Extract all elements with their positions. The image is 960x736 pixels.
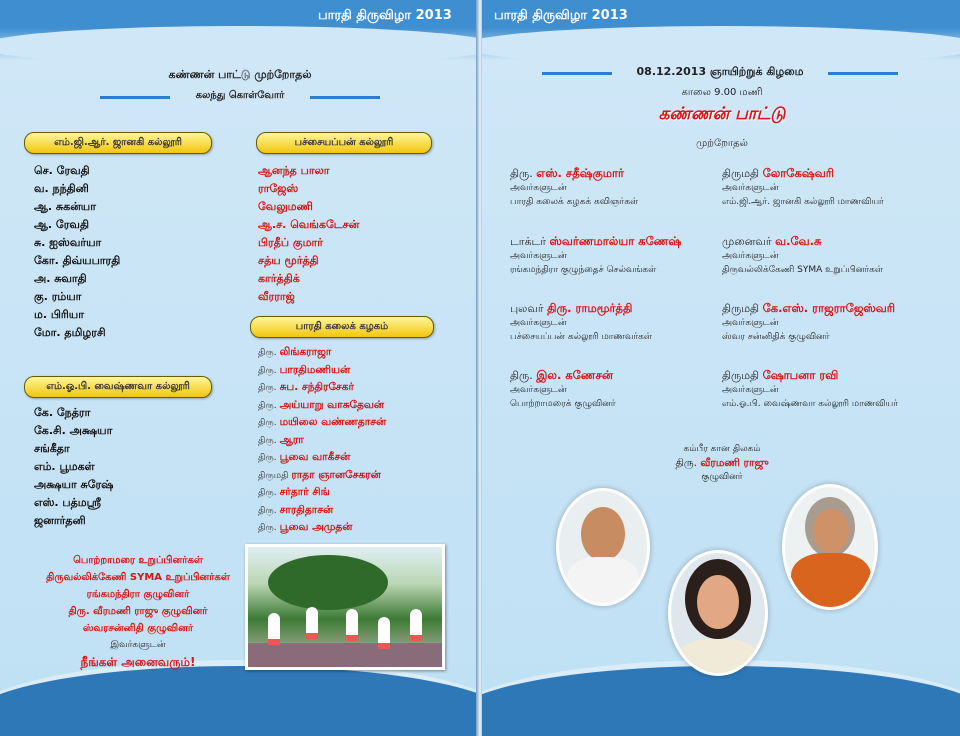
top-wave-decoration <box>482 26 960 66</box>
member: ஆனந்த பாலா <box>258 164 330 177</box>
footer-line: திருவல்லிக்கேணி SYMA உறுப்பினர்கள் <box>46 572 230 583</box>
member: வேலுமணி <box>258 200 313 213</box>
member: எம். பூமகள் <box>34 460 95 473</box>
portrait-photo <box>668 550 768 676</box>
event-title: கண்ணன் பாட்டு <box>658 104 786 124</box>
performer-block: டாக்டர் ஸ்வர்ணமால்யா கணேஷ் அவர்களுடன் ரங்கமந்திரா குழுந்தைச் செல்வங்கள் <box>510 234 682 275</box>
performer-block: திருமதி ஷோபனா ரவி அவர்களுடன் எம்.ஓ.பி. வைஷ்ணவா கல்லூரி மாணவியர் <box>722 368 898 409</box>
member: திருமதி ராதா ஞானசேகரன் <box>258 468 381 481</box>
portrait-photo <box>782 484 878 610</box>
member: சங்கீதா <box>34 442 70 455</box>
member: ஜனார்தனி <box>34 514 86 527</box>
top-wave-decoration <box>0 26 478 66</box>
portrait-face <box>697 575 739 629</box>
portrait-photo <box>556 488 650 606</box>
footer-line: பொற்றாமரை உறுப்பினர்கள் <box>73 555 203 566</box>
left-heading: கண்ணன் பாட்டு முற்றோதல் <box>168 68 312 81</box>
dancer-figure <box>410 609 422 641</box>
dancer-figure <box>378 617 390 649</box>
closing-title: திரு. <box>675 457 697 469</box>
footer-all: நீங்கள் அனைவரும்! <box>80 655 196 669</box>
member: அக்ஷயா சுரேஷ் <box>34 478 114 491</box>
member: கோ. திவ்யபாரதி <box>34 254 121 267</box>
portrait-dress <box>679 639 757 676</box>
closing-group: குழுவினர் <box>701 472 743 482</box>
dancer-figure <box>346 609 358 641</box>
member: ஆ. ரேவதி <box>34 218 89 231</box>
performer-block: திரு. எஸ். சதீஷ்குமார் அவர்களுடன் பாரதி கலைக் கழகக் கவிஞர்கள் <box>510 166 639 207</box>
left-subheading: கலந்து கொள்வோர் <box>195 90 285 101</box>
dance-photo <box>245 544 445 670</box>
member: எஸ். பத்மஸ்ரீ <box>34 496 101 509</box>
member: கார்த்திக் <box>258 272 300 285</box>
member: திரு. ஆரா <box>258 433 304 446</box>
group2-label: எம்.ஓ.பி. வைஷ்ணவா கல்லூரி <box>24 376 212 398</box>
divider-right <box>310 96 380 99</box>
portrait-face <box>813 509 849 553</box>
group2-list <box>34 404 114 530</box>
member: ஆ. சுகன்யா <box>34 200 96 213</box>
closing-honor: கம்பீர கான திலகம் <box>683 444 761 454</box>
member: திரு. பூவை அமுதன் <box>258 521 353 533</box>
member: திரு. சர்தார் சிங் <box>258 486 330 498</box>
performer-block: திருமதி கே.எஸ். ராஜராஜேஸ்வரி அவர்களுடன் ஸ்வர சன்னிதிக் குழுவினர் <box>722 301 896 342</box>
member: கே.சி. அக்ஷயா <box>34 424 113 437</box>
member: ராஜேஸ் <box>258 182 299 195</box>
closing-credit <box>602 442 842 484</box>
performer-block: முனைவர் வ.வே.சு அவர்களுடன் திருவல்லிக்கேணி SYMA உறுப்பினர்கள் <box>722 234 884 275</box>
event-time: காலை 9.00 மணி <box>681 87 763 98</box>
member: பிரதீப் குமார் <box>258 236 323 249</box>
tree-canopy <box>268 555 388 610</box>
member: ம. பிரியா <box>34 308 84 321</box>
member: திரு. பாரதிமணியன் <box>258 363 351 376</box>
footer-line: திரு. வீரமணி ராஜு குழுவினர் <box>68 606 208 617</box>
member: திரு. அய்யாறு வாசுதேவன் <box>258 398 385 411</box>
group3-label: பச்சையப்பன் கல்லூரி <box>256 132 432 154</box>
left-page <box>0 0 478 736</box>
member: சு. ஐஸ்வர்யா <box>34 236 102 249</box>
group3-list <box>258 162 359 306</box>
member: கு. ரம்யா <box>34 290 82 303</box>
group4-label: பாரதி கலைக் கழகம் <box>250 316 434 338</box>
member: திரு. லிங்கராஜா <box>258 346 332 358</box>
portrait-kurta <box>791 553 871 609</box>
member: சத்ய மூர்த்தி <box>258 254 319 267</box>
closing-name: வீரமணி ராஜு <box>700 457 769 469</box>
performer-block: திரு. இல. கணேசன் அவர்களுடன் பொற்றாமரைக் குழுவினர் <box>510 368 616 409</box>
right-header-title: பாரதி திருவிழா 2013 <box>494 8 628 23</box>
member: கே. நேத்ரா <box>34 406 91 419</box>
footer-with: இவர்களுடன் <box>110 640 166 650</box>
left-header-title: பாரதி திருவிழா 2013 <box>318 8 452 23</box>
footer-line: ஸ்வரசன்னிதி குழுவினர் <box>82 623 194 634</box>
portrait-face <box>581 507 625 561</box>
member: மோ. தமிழரசி <box>34 326 106 339</box>
footer-line: ரங்கமந்திரா குழுவினர் <box>86 589 190 600</box>
member: வீரராஜ் <box>258 290 295 303</box>
bottom-wave-decoration <box>0 660 478 736</box>
portrait-shirt <box>567 557 639 606</box>
member: அ. சுவாதி <box>34 272 87 285</box>
event-date: 08.12.2013 ஞாயிற்றுக் கிழமை <box>636 65 804 78</box>
member: வ. நந்தினி <box>34 182 89 195</box>
member: திரு. மயிலை வண்ணதாசன் <box>258 416 387 428</box>
member: திரு. சுப. சந்திரசேகர் <box>258 381 354 393</box>
dancer-figure <box>268 613 280 645</box>
event-recital: முற்றோதல் <box>696 138 748 149</box>
group4-list <box>258 344 386 537</box>
member: திரு. பூவை வாகீசன் <box>258 451 351 463</box>
member: செ. ரேவதி <box>34 164 90 177</box>
member: ஆ.ச. வெங்கடேசன் <box>258 218 360 231</box>
performer-block: புலவர் திரு. ராமமூர்த்தி அவர்களுடன் பச்சையப்பன் கல்லூரி மாணவர்கள் <box>510 301 653 342</box>
right-page <box>482 0 960 736</box>
group1-label: எம்.ஜி.ஆர். ஜானகி கல்லூரி <box>24 132 212 154</box>
divider-right <box>828 72 898 75</box>
dancer-figure <box>306 607 318 639</box>
performer-block: திருமதி லோகேஷ்வரி அவர்களுடன் எம்.ஜி.ஆர். ஜானகி கல்லூரி மாணவியர் <box>722 166 884 207</box>
member: திரு. சாரதிதாசன் <box>258 503 334 516</box>
footer-credits <box>20 552 256 671</box>
group1-list <box>34 162 120 342</box>
stage <box>248 643 442 667</box>
